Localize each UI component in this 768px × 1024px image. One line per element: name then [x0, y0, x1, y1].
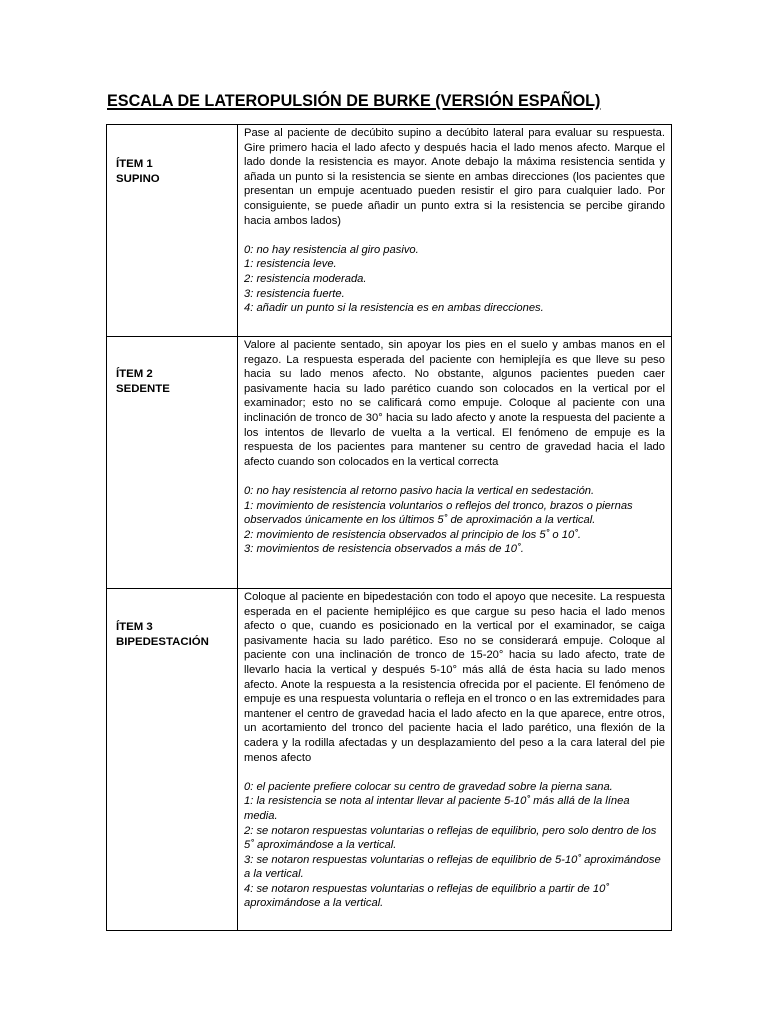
item-label: [107, 620, 237, 649]
item-description: [238, 589, 671, 765]
item-description-cell: [238, 125, 672, 337]
score-list: [238, 780, 671, 911]
score-item: 2: se notaron respuestas voluntarias o reflejas de equilibrio, pero solo dentro de los 5˚ aproximándose a la vertical.: [244, 824, 657, 852]
item-description: [238, 337, 671, 469]
score-item: 3: movimientos de resistencia observados a más de 10˚.: [244, 543, 524, 556]
burke-scale-table: [106, 124, 672, 931]
score-item: 0: no hay resistencia al retorno pasivo hacia la vertical en sedestación.: [244, 484, 595, 497]
item-label-cell: [107, 125, 238, 337]
score-item: 0: no hay resistencia al giro pasivo.: [244, 243, 419, 256]
score-item: 3: resistencia fuerte.: [244, 287, 345, 300]
item-label: [107, 367, 237, 396]
item-number: ÍTEM 1: [116, 158, 153, 170]
document-title: ESCALA DE LATEROPULSIÓN DE BURKE (VERSIÓN ESPAÑOL): [107, 92, 601, 110]
item-description-cell: [238, 337, 672, 589]
score-item: 1: movimiento de resistencia voluntarios o reflejos del tronco, brazos o piernas observados únicamente en los últimos 5˚ de aproximación a la vertical.: [244, 499, 633, 527]
item-number: ÍTEM 2: [116, 368, 153, 380]
item-number: ÍTEM 3: [116, 621, 153, 633]
item-description: [238, 125, 671, 228]
score-item: 4: añadir un punto si la resistencia es en ambas direcciones.: [244, 302, 544, 315]
item-position: SUPINO: [116, 172, 160, 185]
table-row-item-3: [107, 589, 672, 931]
item-position: BIPEDESTACIÓN: [116, 635, 209, 648]
item-description-cell: [238, 589, 672, 931]
item-label-cell: [107, 337, 238, 589]
score-item: 4: se notaron respuestas voluntarias o reflejas de equilibrio a partir de 10˚ aproximándose a la vertical.: [244, 882, 610, 910]
table-row-item-2: [107, 337, 672, 589]
description-text: Pase al paciente de decúbito supino a decúbito lateral para evaluar su respuesta. Gire primero hacia el lado afecto y después hacia el lado menos afecto. Marque el lado donde la resistencia es mayor. Anote debajo la máxima resistencia sentida y añada un punto si la resistencia se siente en ambas direcciones (los pacientes que presentan un empuje acentuado pueden resistir el giro para cualquier lado. Por consiguiente, se puede añadir un punto extra si la resistencia se percibe girando hacia ambos lados): [244, 127, 665, 227]
score-item: 1: resistencia leve.: [244, 258, 337, 271]
score-item: 3: se notaron respuestas voluntarias o reflejas de equilibrio de 5-10˚ aproximándose a la vertical.: [244, 853, 661, 881]
score-item: 2: movimiento de resistencia observados al principio de los 5˚ o 10˚.: [244, 528, 582, 541]
score-item: 2: resistencia moderada.: [244, 272, 367, 285]
item-label: [107, 157, 237, 186]
item-label-cell: [107, 589, 238, 931]
score-item: 0: el paciente prefiere colocar su centro de gravedad sobre la pierna sana.: [244, 780, 613, 793]
score-item: 1: la resistencia se nota al intentar llevar al paciente 5-10˚ más allá de la línea media.: [244, 795, 630, 822]
score-list: [238, 243, 671, 316]
description-text: Valore al paciente sentado, sin apoyar los pies en el suelo y ambas manos en el regazo. La respuesta esperada del paciente con hemiplejía es que lleve su peso hacia su lado menos afecto. No obstante, algunos pacientes pueden caer pasivamente hacia su lado parético cuando son colocados en la vertical por el examinador; esto no se calificará como empuje. Coloque al paciente con una inclinación de tronco de 30° hacia su lado afecto y anote la respuesta del paciente a los intentos de llevarlo de vuelta a la vertical. El fenómeno de empuje es la respuesta de los pacientes para mantener su centro de gravedad hacia el lado afecto cuando son colocados en la vertical correcta: [244, 339, 665, 468]
description-text: Coloque al paciente en bipedestación con todo el apoyo que necesite. La respuesta esperada en el paciente hemipléjico es que cargue su peso hacia el lado menos afecto o que, cuando es posicionado en la vertical por el examinador, se caiga pasivamente hacia su lado parético. Eso no se considerará empuje. Coloque al paciente con una inclinación de tronco de 15-20° hacia su lado afecto, trate de llevarlo hacia la vertical y después 5-10° más allá de ésta hacia su lado menos afecto. Anote la respuesta a la resistencia ofrecida por el paciente. El fenómeno de empuje es una respuesta voluntaria o refleja en el tronco o en las extremidades para mantener el centro de gravedad hacia el lado afecto en la que aparece, entre otros, un acortamiento del tronco del paciente hacia el lado parético, una flexión de la cadera y la rodilla afectadas y un desplazamiento del peso a la cara lateral del pie menos afecto: [244, 591, 665, 764]
score-list: [238, 484, 671, 557]
table-row-item-1: [107, 125, 672, 337]
item-position: SEDENTE: [116, 382, 170, 395]
